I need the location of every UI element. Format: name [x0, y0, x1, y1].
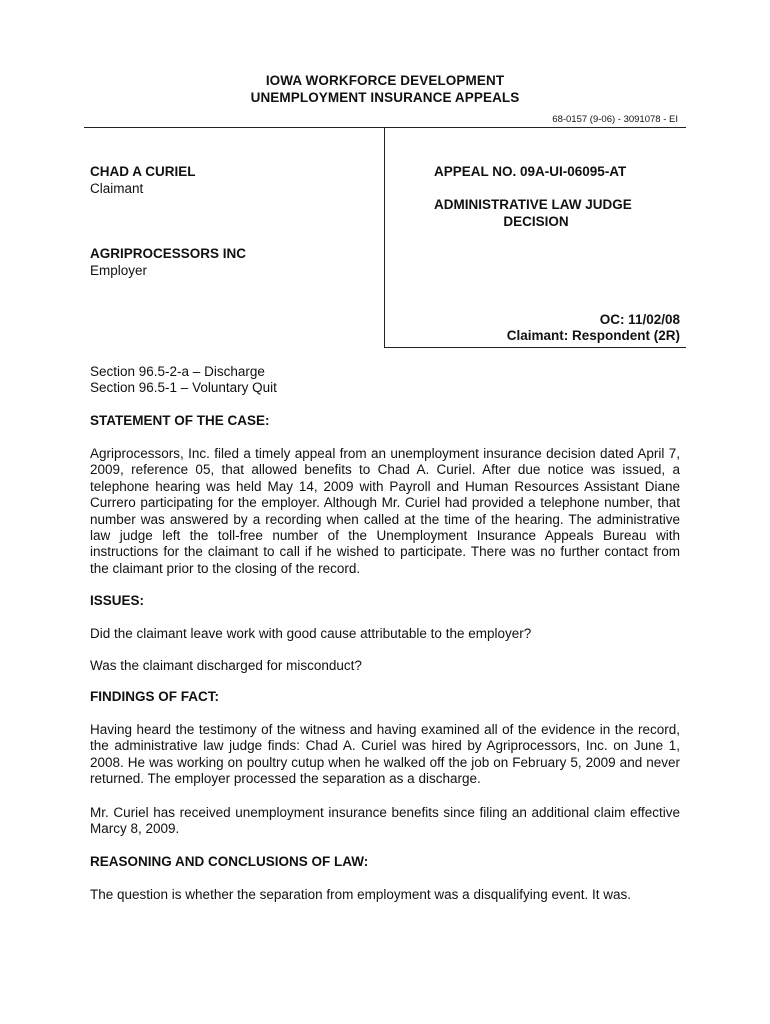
findings-heading: FINDINGS OF FACT:: [90, 689, 219, 704]
employer-label: Employer: [90, 263, 148, 278]
bottom-divider: [384, 347, 686, 348]
issues-heading: ISSUES:: [90, 593, 145, 608]
agency-title: IOWA WORKFORCE DEVELOPMENT: [265, 73, 505, 88]
vertical-divider: [384, 127, 385, 348]
issue-question-2: Was the claimant discharged for misconduct?: [90, 658, 362, 673]
agency-subtitle: UNEMPLOYMENT INSURANCE APPEALS: [250, 90, 520, 105]
decision-title-line1: ADMINISTRATIVE LAW JUDGE: [434, 197, 632, 212]
oc-date: OC: 11/02/08: [599, 312, 680, 327]
employer-name: AGRIPROCESSORS INC: [90, 246, 247, 261]
statement-paragraph: Agriprocessors, Inc. filed a timely appeal from an unemployment insurance decision dated April 7, 2009, reference 05, that allowed benefits to Chad A. Curiel. After due notice was issued, a telephone hearing was held May 14, 2009 with Payroll and Human Resources Assistant Diane Currero participating for the employer. Although Mr. Curiel had provided a telephone number, that number was answered by a recording when called at the time of the hearing. The administrative law judge left the toll-free number of the Unemployment Insurance Appeals Bureau with instructions for the claimant to call if he wished to participate. There was no further contact from the claimant prior to the closing of the record.: [90, 446, 680, 576]
decision-title-line2: DECISION: [503, 214, 569, 229]
form-number: 68-0157 (9-06) - 3091078 - EI: [552, 114, 678, 125]
statement-heading: STATEMENT OF THE CASE:: [90, 413, 270, 428]
claimant-status: Claimant: Respondent (2R): [506, 328, 680, 343]
findings-paragraph-1: Having heard the testimony of the witness and having examined all of the evidence in the record, the administrative law judge finds: Chad A. Curiel was hired by Agriprocessors, Inc. on June 1, 2008. He was working on poultry cutup when he walked off the job on February 5, 2009 and never returned. The employer processed the separation as a discharge.: [90, 722, 680, 787]
top-divider: [84, 127, 686, 128]
section-reference-voluntary-quit: Section 96.5-1 – Voluntary Quit: [90, 380, 277, 395]
claimant-label: Claimant: [90, 181, 144, 196]
reasoning-paragraph: The question is whether the separation from employment was a disqualifying event. It was.: [90, 887, 632, 902]
section-reference-discharge: Section 96.5-2-a – Discharge: [90, 364, 265, 379]
issue-question-1: Did the claimant leave work with good cause attributable to the employer?: [90, 626, 532, 641]
findings-paragraph-2: Mr. Curiel has received unemployment insurance benefits since filing an additional claim effective Marcy 8, 2009.: [90, 805, 680, 837]
claimant-name: CHAD A CURIEL: [90, 164, 196, 179]
appeal-number: APPEAL NO. 09A-UI-06095-AT: [434, 164, 627, 179]
reasoning-heading: REASONING AND CONCLUSIONS OF LAW:: [90, 854, 369, 869]
